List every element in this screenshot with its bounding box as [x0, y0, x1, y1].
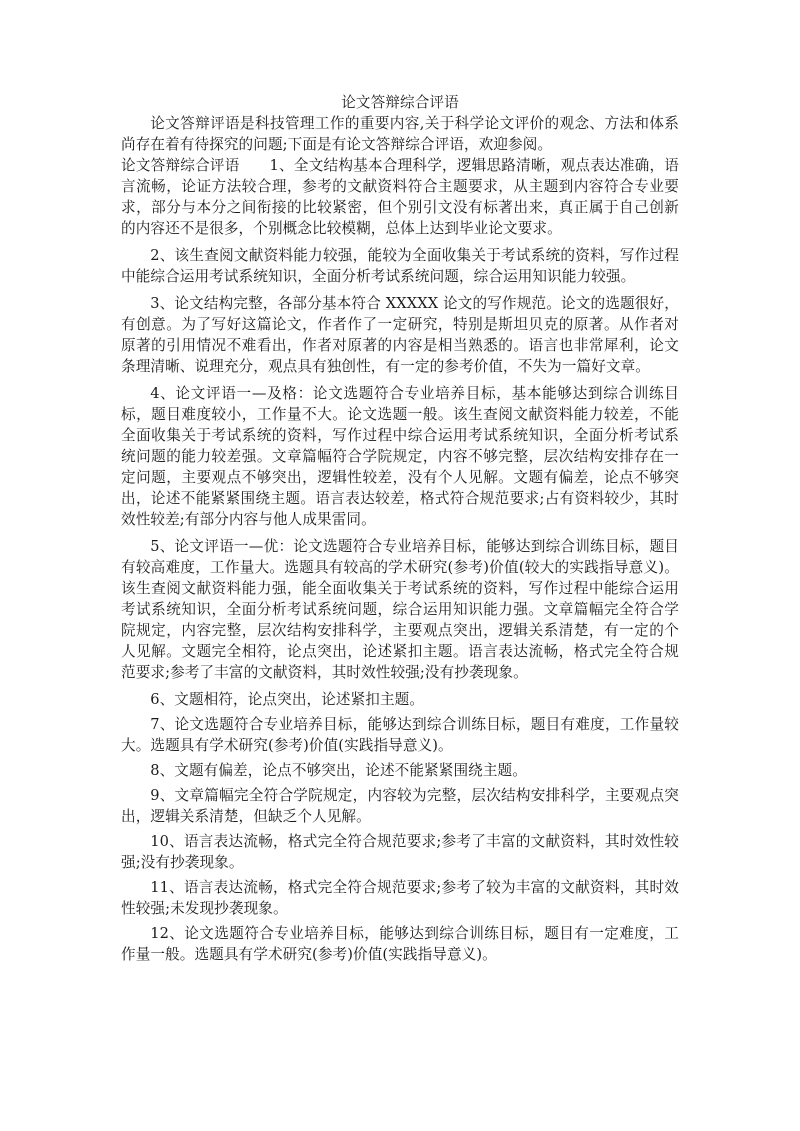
comment-6: 6、文题相符，论点突出，论述紧扣主题。 [150, 691, 425, 708]
intro-paragraph: 论文答辩评语是科技管理工作的重要内容,关于科学论文评价的观念、方法和体系尚存在着有待探究的问题;下面是有论文答辩综合评语，欢迎参阅。 [121, 115, 679, 153]
comment-3: 3、论文结构完整，各部分基本符合 XXXXX 论文的写作规范。论文的选题很好，有创意。为了写好这篇论文，作者作了一定研究，特别是斯坦贝克的原著。从作者对原著的引用情况不难看出，作者对原著的内容是相当熟悉的。语言也非常犀利，论文条理清晰、说理充分，观点具有独创性，有一定的参考价值，不失为一篇好文章。 [121, 295, 679, 375]
comment-8: 8、文题有偏差，论点不够突出，论述不能紧紧围绕主题。 [150, 762, 527, 779]
comment-12: 12、论文选题符合专业培养目标，能够达到综合训练目标，题目有一定难度，工作量一般。选题具有学术研究(参考)价值(实践指导意义)。 [121, 925, 679, 963]
section-label: 论文答辩综合评语 [121, 157, 240, 174]
comment-2: 2、该生查阅文献资料能力较强，能较为全面收集关于考试系统的资料，写作过程中能综合运用考试系统知识，全面分析考试系统问题，综合运用知识能力较强。 [121, 247, 679, 285]
comment-7: 7、论文选题符合专业培养目标，能够达到综合训练目标，题目有难度，工作量较大。选题具有学术研究(参考)价值(实践指导意义)。 [121, 716, 679, 754]
comment-9: 9、文章篇幅完全符合学院规定，内容较为完整，层次结构安排科学，主要观点突出，逻辑关系清楚，但缺乏个人见解。 [121, 787, 679, 825]
comment-5: 5、论文评语一—优：论文选题符合专业培养目标，能够达到综合训练目标，题目有较高难度，工作量大。选题具有较高的学术研究(参考)价值(较大的实践指导意义)。该生查阅文献资料能力强，能全面收集关于考试系统的资料，写作过程中能综合运用考试系统知识，全面分析考试系统问题，综合运用知识能力强。文章篇幅完全符合学院规定，内容完整，层次结构安排科学，主要观点突出，逻辑关系清楚，有一定的个人见解。文题完全相符，论点突出，论述紧扣主题。语言表达流畅，格式完全符合规范要求;参考了丰富的文献资料，其时效性较强;没有抄袭现象。 [121, 538, 679, 681]
document-title: 论文答辩综合评语 [341, 94, 459, 111]
comment-4: 4、论文评语一—及格：论文选题符合专业培养目标，基本能够达到综合训练目标，题目难度较小，工作量不大。论文选题一般。该生查阅文献资料能力较差，不能全面收集关于考试系统的资料，写作过程中综合运用考试系统知识，全面分析考试系统问题的能力较差强。文章篇幅符合学院规定，内容不够完整，层次结构安排存在一定问题，主要观点不够突出，逻辑性较差，没有个人见解。文题有偏差，论点不够突出，论述不能紧紧围绕主题。语言表达较差，格式符合规范要求;占有资料较少，其时效性较差;有部分内容与他人成果雷同。 [121, 385, 679, 528]
comment-1: 1、全文结构基本合理科学，逻辑思路清晰，观点表达准确，语言流畅，论证方法较合理，参考的文献资料符合主题要求，从主题到内容符合专业要求，部分与本分之间衔接的比较紧密，但个别引文没有标著出来，真正属于自己创新的内容还不是很多，个别概念比较模糊，总体上达到毕业论文要求。 [121, 157, 679, 237]
comment-10: 10、语言表达流畅，格式完全符合规范要求;参考了丰富的文献资料，其时效性较强;没有抄袭现象。 [121, 833, 679, 871]
comment-11: 11、语言表达流畅，格式完全符合规范要求;参考了较为丰富的文献资料，其时效性较强;未发现抄袭现象。 [121, 879, 679, 917]
first-comment-block [121, 155, 679, 239]
document-body [121, 92, 679, 969]
